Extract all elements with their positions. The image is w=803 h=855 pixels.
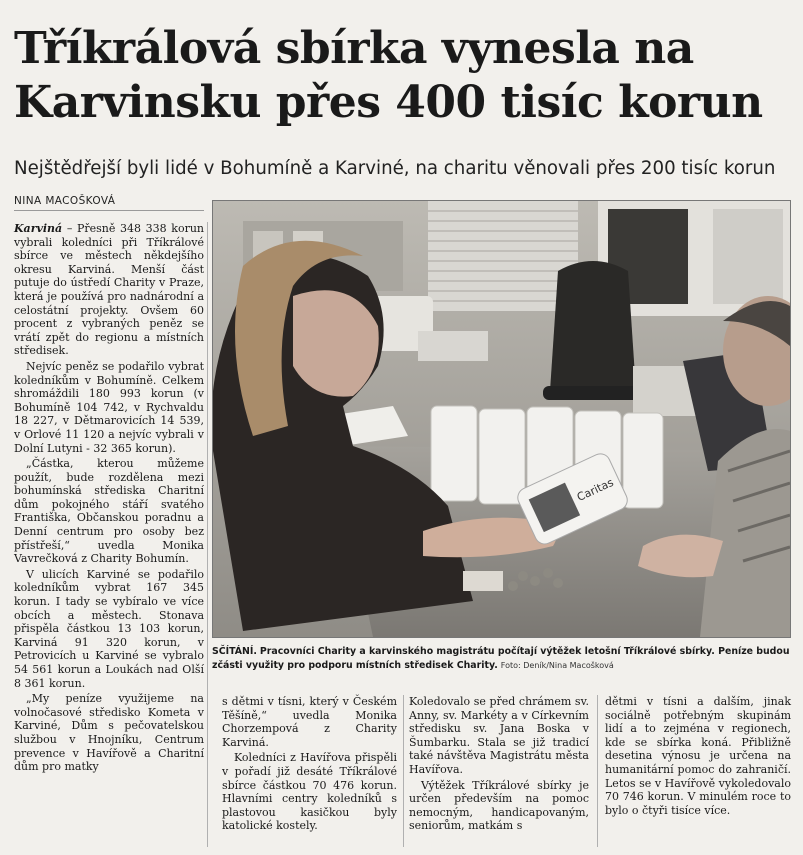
caption-text: Pracovníci Charity a karvinského magistrátu počítají výtěžek letošní Tříkrálové sbírky. Peníze budou zčásti využity pro podporu místních středisek Charity.	[212, 646, 790, 671]
column-divider	[403, 695, 404, 847]
paragraph: Koledovalo se před chrámem sv. Anny, sv. Markéty a v Církevním středisku sv. Jana Boska v Šumbarku. Stala se již tradicí také návštěva Magistrátu města Havířova.	[409, 695, 589, 776]
byline: NINA MACOŠKOVÁ	[14, 195, 116, 207]
article-column-2	[222, 695, 397, 835]
paragraph: Nejvíc peněz se podařilo vybrat koledníkům v Bohumíně. Celkem shromáždili 180 993 korun (v Bohumíně 104 742, v Rychvaldu 18 227, v Dětmarovicích 14 539, v Orlové 11 120 a nejvíc vybrali v Dolní Lutyni - 32 365 korun).	[14, 359, 204, 455]
column-divider	[207, 222, 208, 847]
paragraph	[14, 222, 204, 358]
paragraph: V ulicích Karviné se podařilo koledníkům vybrat 167 345 korun. I tady se vybíralo ve více obcích a městech. Stonava přispěla částkou 13 103 korun, Karviná 91 320 korun, v Petrovicích u Karviné se vybralo 54 561 korun a Loukách nad Olší 8 361 korun.	[14, 567, 204, 690]
photo-illustration	[213, 201, 790, 637]
headline-line-2: Karvinsku přes 400 tisíc korun	[14, 77, 763, 128]
headline	[14, 22, 794, 130]
news-photo	[212, 200, 791, 638]
paragraph-text: – Přesně 348 338 korun vybrali koledníci při Tříkrálové sbírce ve městech někdejšího okresu Karviná. Menší část putuje do ústředí Charity v Praze, která je používá pro nadnárodní a celostátní projekty. Ovšem 60 procent z vybraných peněz se vrátí zpět do regionu a místních středisek.	[14, 222, 204, 358]
photo-caption	[212, 645, 790, 673]
paragraph: dětmi v tísni a dalším, jinak sociálně potřebným skupinám lidí a to zejména v regionech, kde se sbírka koná. Přibližně desetina výnosu je určena na humanitární pomoc do zahraničí. Letos se v Havířově vykoledovalo 70 746 korun. V minulém roce to bylo o čtyři tisíce více.	[605, 695, 791, 817]
caption-lead: SČÍTÁNÍ.	[212, 646, 257, 657]
article-column-1	[14, 222, 204, 776]
dateline: Karviná	[14, 222, 63, 235]
article-column-3	[409, 695, 589, 835]
paragraph: Koledníci z Havířova přispěli v pořadí již desáté Tříkrálové sbírce částkou 70 476 korun. Hlavními centry koledníků s plastovou kasičkou byly katolické kostely.	[222, 751, 397, 833]
box-label: Caritas	[574, 475, 616, 505]
paragraph: s dětmi v tísni, který v Českém Těšíně,“ uvedla Monika Chorzempová z Charity Karviná.	[222, 695, 397, 749]
column-divider	[597, 695, 598, 847]
paragraph: „Částka, kterou můžeme použít, bude rozdělena mezi bohumínská střediska Charitní dům pokojného stáří svatého Františka, Občanskou poradnu a Denní centrum pro osoby bez přístřeší,“ uvedla Monika Vavrečková z Charity Bohumín.	[14, 457, 204, 566]
subheadline: Nejštědřejší byli lidé v Bohumíně a Karviné, na charitu věnovali přes 200 tisíc korun	[14, 158, 776, 179]
article-column-4	[605, 695, 791, 819]
paragraph: „My peníze využijeme na volnočasové středisko Kometa v Karviné, Dům s pečovatelskou službou v Hnojníku, Centrum prevence v Havířově a Charitní dům pro matky	[14, 692, 204, 774]
paragraph: Výtěžek Tříkrálové sbírky je určen především na pomoc nemocným, handicapovaným, seniorům, matkám s	[409, 778, 589, 833]
photo-credit: Foto: Deník/Nina Macošková	[500, 661, 614, 670]
byline-rule	[14, 210, 204, 211]
headline-line-1: Tříkrálová sbírka vynesla na	[14, 23, 694, 74]
